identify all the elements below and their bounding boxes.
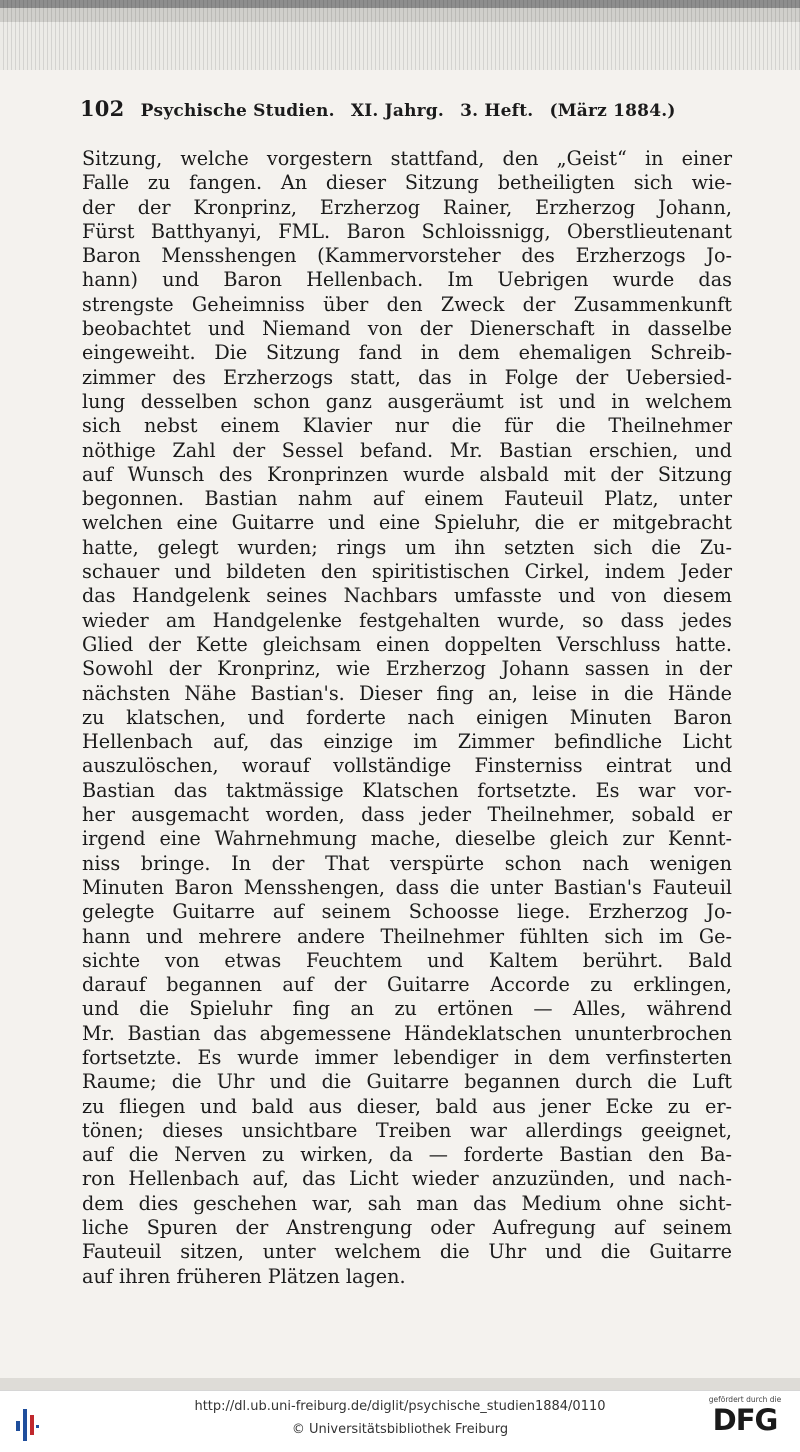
- text-line: dem dies geschehen war, sah man das Medium ohne sicht-: [82, 1191, 732, 1215]
- text-line: Bastian das taktmässige Klatschen fortsetzte. Es war vor-: [82, 778, 732, 802]
- text-line: Falle zu fangen. An dieser Sitzung betheiligten sich wie-: [82, 171, 732, 195]
- text-line: Fürst Batthyanyi, FML. Baron Schloissnigg, Oberstlieutenant: [82, 219, 732, 243]
- text-line: das Handgelenk seines Nachbars umfasste und von diesem: [82, 584, 732, 608]
- text-line: Fauteuil sitzen, unter welchem die Uhr und die Guitarre: [82, 1240, 732, 1264]
- text-line: beobachtet und Niemand von der Dienerschaft in dasselbe: [82, 317, 732, 341]
- text-line: irgend eine Wahrnehmung mache, dieselbe gleich zur Kennt-: [82, 827, 732, 851]
- text-line: liche Spuren der Anstrengung oder Aufregung auf seinem: [82, 1216, 732, 1240]
- text-line: eingeweiht. Die Sitzung fand in dem ehemaligen Schreib-: [82, 341, 732, 365]
- volume-label: XI. Jahrg.: [350, 101, 445, 121]
- text-line: Raume; die Uhr und die Guitarre begannen durch die Luft: [82, 1070, 732, 1094]
- text-line: gelegte Guitarre auf seinem Schoosse liege. Erzherzog Jo-: [82, 900, 732, 924]
- text-line: hatte, gelegt wurden; rings um ihn setzten sich die Zu-: [82, 535, 732, 559]
- text-line: Hellenbach auf, das einzige im Zimmer befindliche Licht: [82, 730, 732, 754]
- text-line: hann) und Baron Hellenbach. Im Uebrigen wurde das: [82, 268, 732, 292]
- source-url-link[interactable]: http://dl.ub.uni-freiburg.de/diglit/psychische_studien1884/0110: [194, 1399, 606, 1414]
- text-line: hann und mehrere andere Theilnehmer fühlten sich im Ge-: [82, 924, 732, 948]
- copyright-notice: © Universitätsbibliothek Freiburg: [291, 1422, 509, 1437]
- text-line: fortsetzte. Es wurde immer lebendiger in dem verfinsterten: [82, 1045, 732, 1069]
- text-line: begonnen. Bastian nahm auf einem Fauteuil Platz, unter: [82, 487, 732, 511]
- text-line: niss bringe. In der That verspürte schon nach wenigen: [82, 851, 732, 875]
- text-line: Glied der Kette gleichsam einen doppelten Verschluss hatte.: [82, 632, 732, 656]
- text-line: Mr. Bastian das abgemessene Händeklatschen ununterbrochen: [82, 1021, 732, 1045]
- text-line: schauer und bildeten den spiritistischen Cirkel, indem Jeder: [82, 560, 732, 584]
- text-line: nöthige Zahl der Sessel befand. Mr. Bastian erschien, und: [82, 438, 732, 462]
- text-line: ron Hellenbach auf, das Licht wieder anzuzünden, und nach-: [82, 1167, 732, 1191]
- text-line: auf Wunsch des Kronprinzen wurde alsbald mit der Sitzung: [82, 462, 732, 486]
- text-line: auszulöschen, worauf vollständige Finsterniss eintrat und: [82, 754, 732, 778]
- issue-date: (März 1884.): [549, 101, 676, 121]
- text-line: Minuten Baron Mensshengen, dass die unter Bastian's Fauteuil: [82, 875, 732, 899]
- text-line: tönen; dieses unsichtbare Treiben war allerdings geeignet,: [82, 1118, 732, 1142]
- text-line: Baron Mensshengen (Kammervorsteher des Erzherzogs Jo-: [82, 244, 732, 268]
- text-line: auf die Nerven zu wirken, da — forderte Bastian den Ba-: [82, 1143, 732, 1167]
- dfg-caption: gefördert durch die: [708, 1395, 782, 1404]
- text-line: und die Spieluhr fing an zu ertönen — Alles, während: [82, 997, 732, 1021]
- text-line: her ausgemacht worden, dass jeder Theilnehmer, sobald er: [82, 803, 732, 827]
- text-line: sich nebst einem Klavier nur die für die Theilnehmer: [82, 414, 732, 438]
- text-line: zimmer des Erzherzogs statt, das in Folge der Uebersied-: [82, 365, 732, 389]
- text-line: wieder am Handgelenke festgehalten wurde, so dass jedes: [82, 608, 732, 632]
- page-number: 102: [80, 96, 125, 121]
- text-line: sichte von etwas Feuchtem und Kaltem berührt. Bald: [82, 948, 732, 972]
- text-line: auf ihren früheren Plätzen lagen.: [82, 1264, 406, 1288]
- text-line: lung desselben schon ganz ausgeräumt ist und in welchem: [82, 389, 732, 413]
- dfg-wordmark: DFG: [712, 1403, 778, 1437]
- article-body: [82, 147, 732, 1289]
- text-line: Sowohl der Kronprinz, wie Erzherzog Johann sassen in der: [82, 657, 732, 681]
- text-line: strengste Geheimniss über den Zweck der Zusammenkunft: [82, 292, 732, 316]
- issue-label: 3. Heft.: [460, 101, 534, 121]
- text-line: zu fliegen und bald aus dieser, bald aus jener Ecke zu er-: [82, 1094, 732, 1118]
- viewer-footer: [0, 1390, 800, 1452]
- scan-page-edge-bottom: [0, 1370, 800, 1390]
- text-line: darauf begannen auf der Guitarre Accorde zu erklingen,: [82, 973, 732, 997]
- running-header: [80, 96, 720, 121]
- journal-title: Psychische Studien.: [140, 101, 335, 121]
- text-line: welchen eine Guitarre und eine Spieluhr, die er mitgebracht: [82, 511, 732, 535]
- text-line: zu klatschen, und forderte nach einigen Minuten Baron: [82, 705, 732, 729]
- text-line: Sitzung, welche vorgestern stattfand, den „Geist“ in einer: [82, 147, 732, 170]
- text-line: der der Kronprinz, Erzherzog Rainer, Erzherzog Johann,: [82, 195, 732, 219]
- text-line: nächsten Nähe Bastian's. Dieser fing an, leise in die Hände: [82, 681, 732, 705]
- scan-page-edge-top: [0, 0, 800, 70]
- dfg-logo: [700, 1395, 790, 1436]
